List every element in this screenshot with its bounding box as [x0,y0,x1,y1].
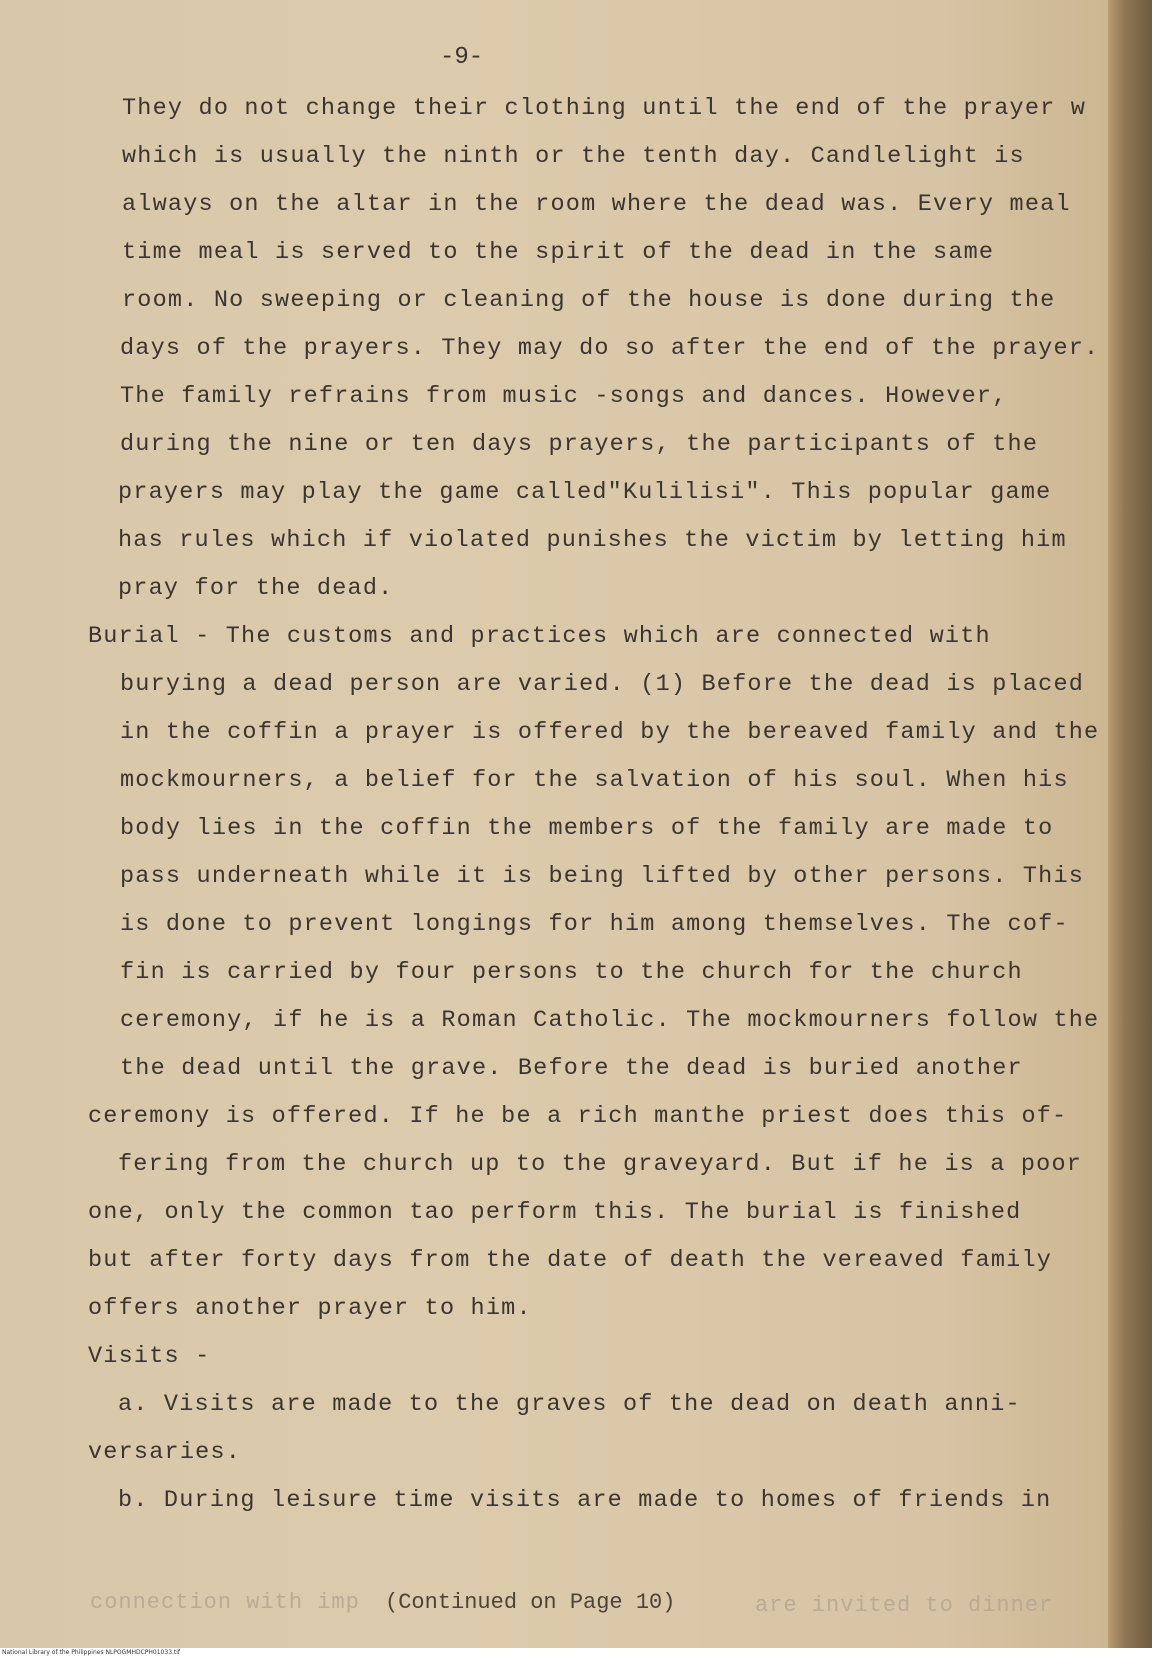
text-line: is done to prevent longings for him among themselves. The cof- [120,911,1069,938]
text-line: prayers may play the game called"Kulilisi". This popular game [118,479,1052,506]
text-line: which is usually the ninth or the tenth day. Candlelight is [122,143,1025,170]
text-line: one, only the common tao perform this. The burial is finished [88,1199,1022,1226]
list-item: a. Visits are made to the graves of the dead on death anni- [118,1391,1021,1418]
page-number: -9- [440,44,484,71]
section-burial-line: Burial - The customs and practices which are connected with [88,623,991,650]
text-line: offers another prayer to him. [88,1295,532,1322]
text-line: fin is carried by four persons to the church for the church [120,959,1023,986]
text-line: during the nine or ten days prayers, the participants of the [120,431,1039,458]
text-line: the dead until the grave. Before the dead is buried another [120,1055,1023,1082]
text-line: ceremony, if he is a Roman Catholic. The mockmourners follow the [120,1007,1100,1034]
page-edge-shadow [1108,0,1152,1648]
text-line: time meal is served to the spirit of the dead in the same [122,239,995,266]
list-item: b. During leisure time visits are made to homes of friends in [118,1487,1052,1514]
text-line: burying a dead person are varied. (1) Before the dead is placed [120,671,1085,698]
section-visits-heading: Visits - [88,1343,211,1370]
continued-note: (Continued on Page 10) [385,1590,676,1615]
text-line: versaries. [88,1439,242,1466]
faded-bleed-text: connection with imp [90,1590,360,1615]
faded-bleed-text: are invited to dinner [755,1593,1054,1618]
text-line: ceremony is offered. If he be a rich manthe priest does this of- [88,1103,1068,1130]
text-line: They do not change their clothing until the end of the prayer w [122,95,1087,122]
text-line: pass underneath while it is being lifted by other persons. This [120,863,1085,890]
text-line: mockmourners, a belief for the salvation of his soul. When his [120,767,1069,794]
text-line: pray for the dead. [118,575,394,602]
text-line: fering from the church up to the graveyard. But if he is a poor [118,1151,1083,1178]
text-line: body lies in the coffin the members of the family are made to [120,815,1054,842]
scan-credit: National Library of the Philippines NLPOGMHDCPH01033.tif [0,1648,1152,1658]
text-line: but after forty days from the date of death the vereaved family [88,1247,1053,1274]
text-line: has rules which if violated punishes the victim by letting him [118,527,1067,554]
text-line: in the coffin a prayer is offered by the bereaved family and the [120,719,1100,746]
text-line: always on the altar in the room where the dead was. Every meal [122,191,1071,218]
text-line: The family refrains from music -songs and dances. However, [120,383,1008,410]
text-line: room. No sweeping or cleaning of the house is done during the [122,287,1056,314]
text-line: days of the prayers. They may do so after the end of the prayer. [120,335,1100,362]
